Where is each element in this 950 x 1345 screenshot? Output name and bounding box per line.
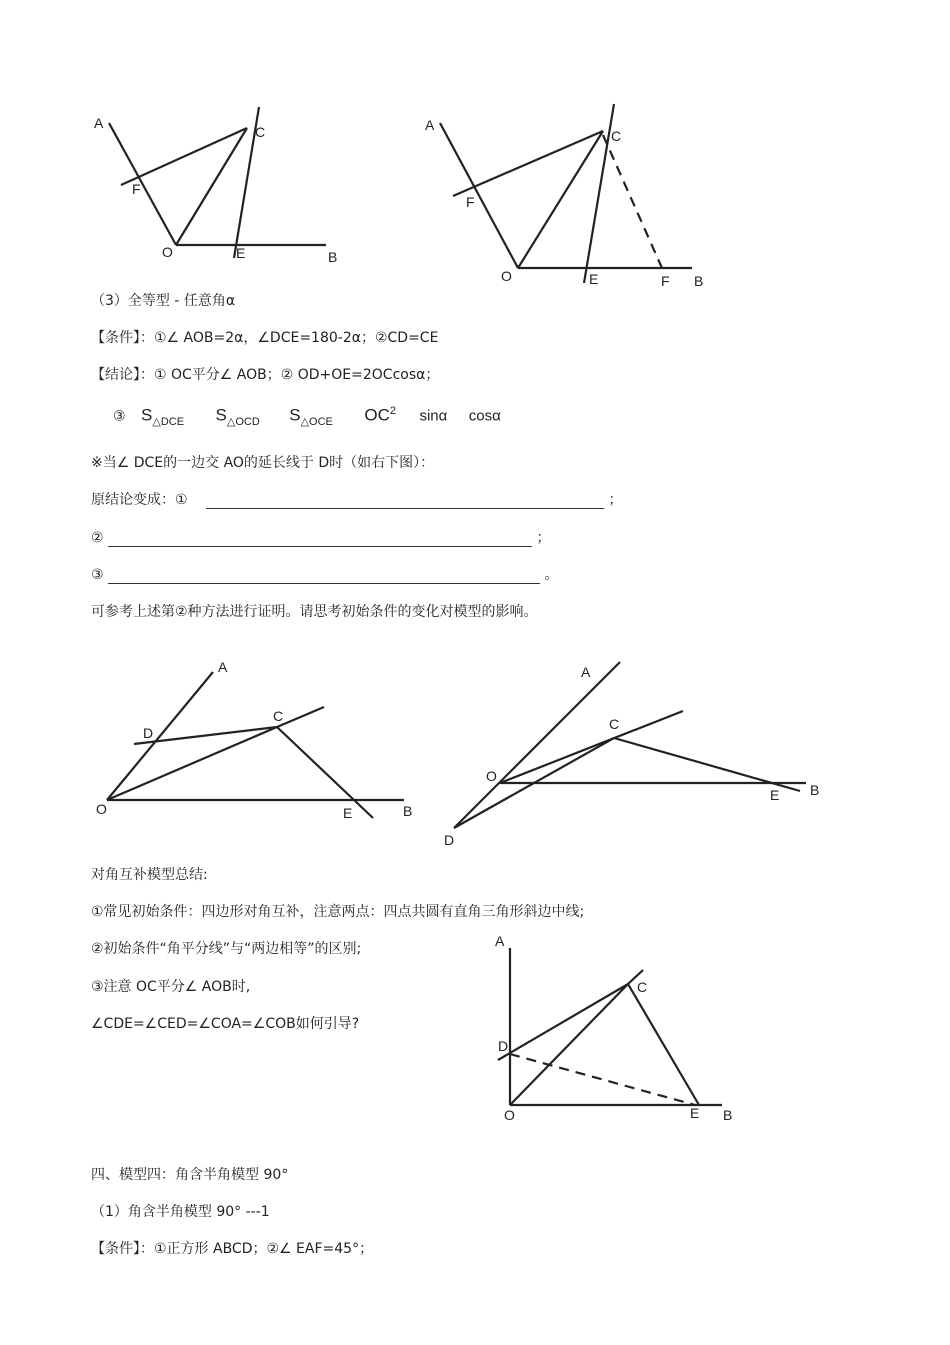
fig2-label-b: B — [694, 273, 704, 289]
formula-s1-sub: △DCE — [152, 416, 185, 429]
fig2-label-f2: F — [661, 273, 670, 289]
summary-title: 对角互补模型总结: — [91, 867, 208, 883]
fig1-label-a: A — [94, 115, 104, 131]
fig4-label-c: C — [609, 716, 620, 732]
formula-s2: S — [215, 405, 227, 425]
fig4-label-o: O — [486, 768, 497, 784]
fig3-label-a: A — [218, 659, 228, 675]
fig5-label-e: E — [690, 1105, 700, 1121]
section4-condition: 【条件】：①正方形 ABCD；②∠ EAF=45°； — [91, 1241, 374, 1257]
section4-heading: 四、模型四：角含半角模型 90° — [91, 1167, 289, 1183]
fig2-label-a: A — [425, 117, 435, 133]
fig5-label-c: C — [637, 979, 648, 995]
changed-prefix: 原结论变成：① — [91, 492, 188, 508]
fig4-label-a: A — [581, 664, 591, 680]
formula-s1: S — [141, 405, 153, 425]
semicolon-2: ； — [536, 530, 551, 546]
formula-s2-sub: △OCD — [226, 416, 260, 429]
fig3-label-d: D — [143, 725, 154, 741]
fig5-label-d: D — [498, 1038, 509, 1054]
fig4-label-e: E — [770, 787, 780, 803]
formula-s3: S — [289, 405, 301, 425]
formula-circle: ③ — [113, 407, 126, 424]
section3-heading: （3）全等型 - 任意角α — [91, 293, 236, 309]
summary-point-4: ∠CDE=∠CED=∠COA=∠COB如何引导? — [91, 1016, 360, 1032]
summary-point-2: ②初始条件“角平分线”与“两边相等”的区别; — [91, 941, 362, 957]
fig2-label-e: E — [589, 271, 599, 287]
fig5-label-o: O — [504, 1107, 515, 1123]
section4-subheading: （1）角含半角模型 90° ---1 — [91, 1204, 270, 1220]
section3-note: ※当∠ DCE的一边交 AO的延长线于 D时（如右下图）： — [91, 455, 435, 471]
section3-condition: 【条件】：①∠ AOB=2α，∠DCE=180-2α；②CD=CE — [91, 330, 439, 346]
fig3-label-b: B — [403, 803, 413, 819]
formula-cos: cosα — [468, 407, 501, 425]
fig3-label-e: E — [343, 805, 353, 821]
fig1-label-c: C — [255, 124, 266, 140]
fig2-label-o: O — [501, 268, 512, 284]
summary-point-3: ③注意 OC平分∠ AOB时, — [91, 979, 251, 995]
fig4-label-b: B — [810, 782, 820, 798]
fig1-label-b: B — [328, 249, 338, 265]
fig1-label-e: E — [236, 245, 246, 261]
formula-sin: sinα — [419, 407, 448, 425]
fig4-label-d: D — [444, 832, 455, 848]
reference-note: 可参考上述第②种方法进行证明。请思考初始条件的变化对模型的影响。 — [91, 604, 538, 620]
fig1-label-o: O — [162, 244, 173, 260]
section3-conclusion: 【结论】：① OC平分∠ AOB；② OD+OE=2OCcosα； — [91, 367, 440, 383]
fig1-label-f: F — [132, 181, 141, 197]
summary-point-1: ①常见初始条件：四边形对角互补，注意两点：四点共圆有直角三角形斜边中线; — [91, 904, 585, 920]
formula-oc-sup: 2 — [389, 405, 396, 417]
formula-s3-sub: △OCE — [300, 416, 333, 429]
fig5-label-a: A — [495, 933, 505, 949]
semicolon-1: ； — [608, 492, 623, 508]
period: 。 — [544, 567, 559, 583]
fig3-label-c: C — [273, 708, 284, 724]
fig2-label-c: C — [611, 128, 622, 144]
item-3-marker: ③ — [91, 567, 104, 583]
formula-oc: OC — [364, 405, 390, 425]
fig5-label-b: B — [723, 1107, 733, 1123]
fig2-label-f1: F — [466, 194, 475, 210]
fig3-label-o: O — [96, 801, 107, 817]
item-2-marker: ② — [91, 530, 104, 546]
